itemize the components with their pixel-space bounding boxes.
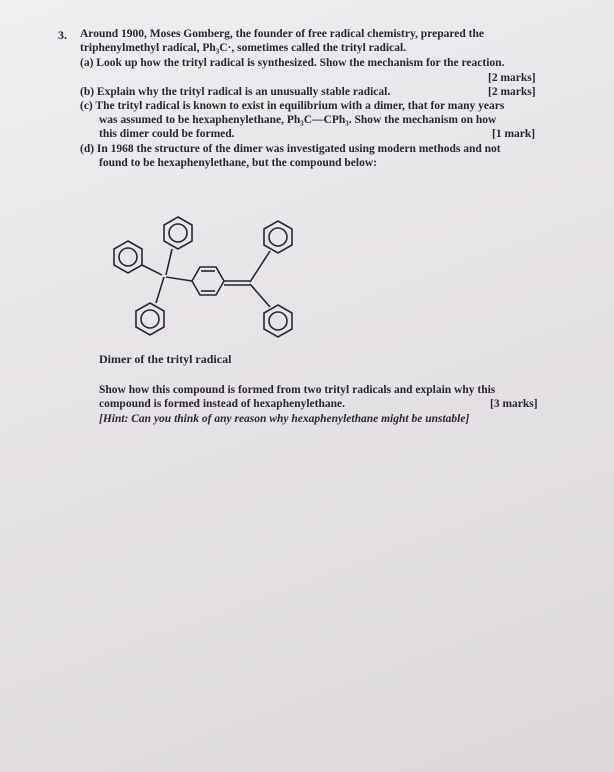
part-c-line-3: this dimer could be formed. (99, 128, 235, 140)
phenyl-ring-top-right (264, 221, 292, 253)
phenyl-ring-bottom-right (264, 305, 292, 337)
part-d-line-1: (d) In 1968 the structure of the dimer was investigated using modern methods and not (80, 143, 501, 155)
bonds (142, 249, 270, 307)
part-c-line-1: (c) The trityl radical is known to exist in equilibrium with a dimer, that for many years (80, 100, 505, 112)
part-a-text: (a) Look up how the trityl radical is synthesized. Show the mechanism for the reaction. (80, 57, 505, 69)
part-b-text: (b) Explain why the trityl radical is an unusually stable radical. (80, 86, 391, 98)
quinoid-ring (192, 267, 224, 295)
final-line-1: Show how this compound is formed from two trityl radicals and explain why this (99, 384, 496, 396)
final-line-2: compound is formed instead of hexaphenylethane. (99, 398, 345, 410)
intro-line-2: triphenylmethyl radical, Ph₃C·, sometimes called the trityl radical. (80, 42, 407, 54)
part-c-marks: [1 mark] (492, 128, 536, 140)
part-c-line-2: was assumed to be hexaphenylethane, Ph₃C—CPh₃. Show the mechanism on how (99, 114, 497, 126)
final-marks: [3 marks] (490, 398, 538, 410)
phenyl-ring-top-left (114, 241, 142, 273)
hint-text: [Hint: Can you think of any reason why hexaphenylethane might be unstable] (99, 413, 470, 425)
figure-caption: Dimer of the trityl radical (99, 352, 232, 366)
phenyl-ring-bottom-left (136, 303, 164, 335)
dimer-structure-figure (100, 205, 340, 350)
part-a-marks: [2 marks] (488, 72, 536, 84)
phenyl-ring-top (164, 217, 192, 249)
part-d-line-2: found to be hexaphenylethane, but the compound below: (99, 157, 377, 169)
intro-line-1: Around 1900, Moses Gomberg, the founder of free radical chemistry, prepared the (80, 28, 484, 40)
question-number: 3. (58, 28, 67, 42)
part-b-marks: [2 marks] (488, 86, 536, 98)
